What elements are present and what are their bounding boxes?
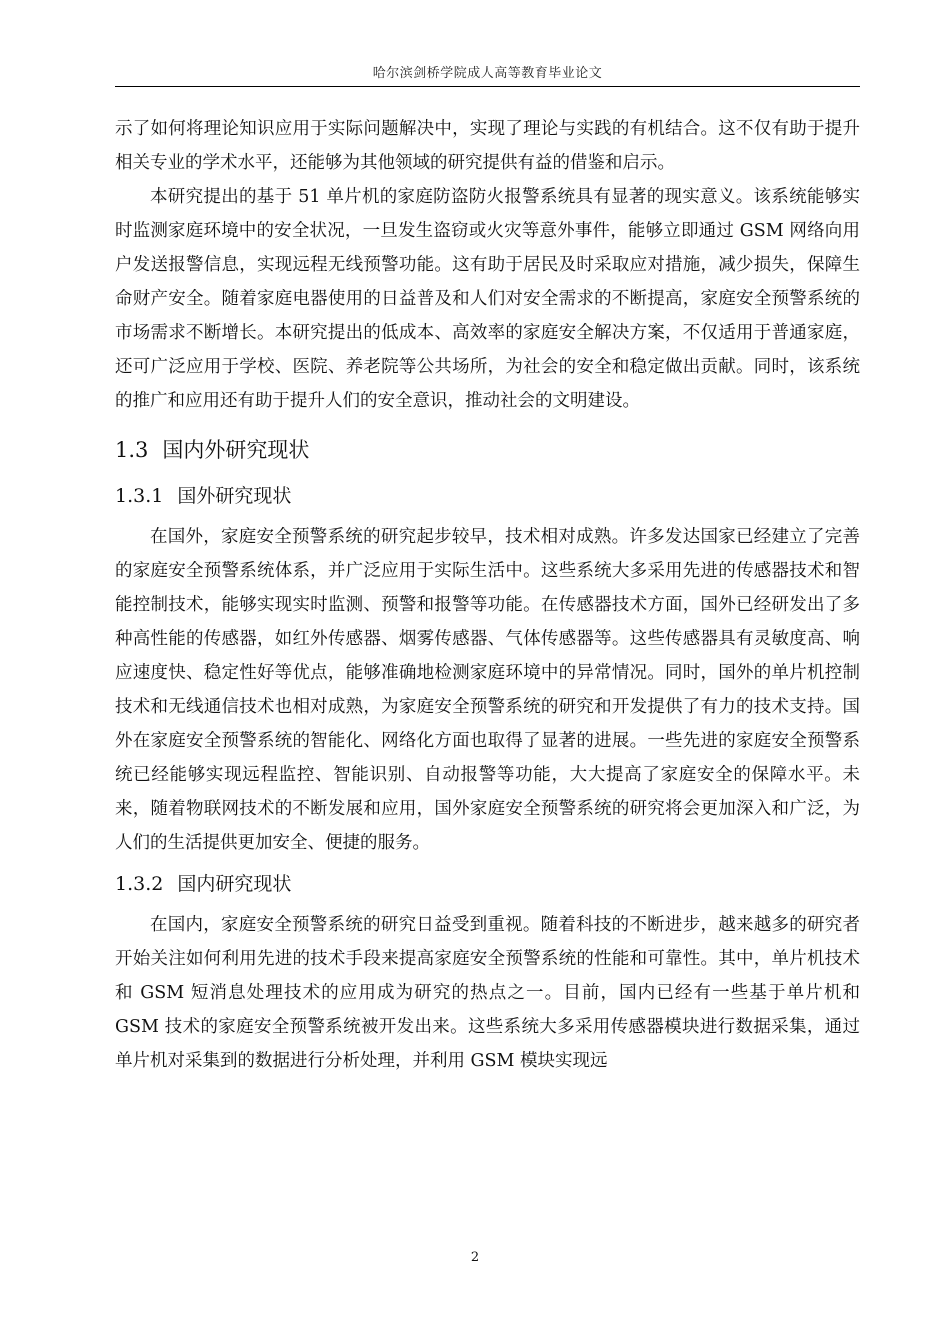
paragraph-continued: 示了如何将理论知识应用于实际问题解决中，实现了理论与实践的有机结合。这不仅有助于提升相关专业的学术水平，还能够为其他领域的研究提供有益的借鉴和启示。 xyxy=(115,119,860,173)
section-title: 国内外研究现状 xyxy=(162,438,310,462)
section-number: 1.3 xyxy=(115,438,149,462)
subsection-number: 1.3.2 xyxy=(115,873,164,895)
paragraph-foreign-research: 在国外，家庭安全预警系统的研究起步较早，技术相对成熟。许多发达国家已经建立了完善的家庭安全预警系统体系，并广泛应用于实际生活中。这些系统大多采用先进的传感器技术和智能控制技术，能够实现实时监测、预警和报警等功能。在传感器技术方面，国外已经研发出了多种高性能的传感器，如红外传感器、烟雾传感器、气体传感器等。这些传感器具有灵敏度高、响应速度快、稳定性好等优点，能够准确地检测家庭环境中的异常情况。同时，国外的单片机控制技术和无线通信技术也相对成熟，为家庭安全预警系统的研究和开发提供了有力的技术支持。国外在家庭安全预警系统的智能化、网络化方面也取得了显著的进展。一些先进的家庭安全预警系统已经能够实现远程监控、智能识别、自动报警等功能，大大提高了家庭安全的保障水平。未来，随着物联网技术的不断发展和应用，国外家庭安全预警系统的研究将会更加深入和广泛，为人们的生活提供更加安全、便捷的服务。 xyxy=(115,527,860,853)
paragraph-significance: 本研究提出的基于 51 单片机的家庭防盗防火报警系统具有显著的现实意义。该系统能够实时监测家庭环境中的安全状况，一旦发生盗窃或火灾等意外事件，能够立即通过 GSM 网络向用户发送报警信息，实现远程无线预警功能。这有助于居民及时采取应对措施，减少损失，保障生命财产安全。随着家庭电器使用的日益普及和人们对安全需求的不断提高，家庭安全预警系统的市场需求不断增长。本研究提出的低成本、高效率的家庭安全解决方案，不仅适用于普通家庭，还可广泛应用于学校、医院、养老院等公共场所，为社会的安全和稳定做出贡献。同时，该系统的推广和应用还有助于提升人们的安全意识，推动社会的文明建设。 xyxy=(115,187,860,411)
subsection-title: 国外研究现状 xyxy=(177,485,292,507)
main-content xyxy=(115,112,860,1078)
header-rule xyxy=(115,86,860,87)
subsection-number: 1.3.1 xyxy=(115,485,164,507)
subsection-title: 国内研究现状 xyxy=(177,873,292,895)
subsection-heading-domestic xyxy=(115,866,860,902)
subsection-heading-foreign xyxy=(115,478,860,514)
running-header: 哈尔滨剑桥学院成人高等教育毕业论文 xyxy=(372,66,603,81)
section-heading xyxy=(115,430,860,470)
page-number: 2 xyxy=(470,1250,480,1265)
paragraph-domestic-research: 在国内，家庭安全预警系统的研究日益受到重视。随着科技的不断进步，越来越多的研究者开始关注如何利用先进的技术手段来提高家庭安全预警系统的性能和可靠性。其中，单片机技术和 GSM 短消息处理技术的应用成为研究的热点之一。目前，国内已经有一些基于单片机和 GSM 技术的家庭安全预警系统被开发出来。这些系统大多采用传感器模块进行数据采集，通过单片机对采集到的数据进行分析处理，并利用 GSM 模块实现远 xyxy=(115,915,860,1071)
